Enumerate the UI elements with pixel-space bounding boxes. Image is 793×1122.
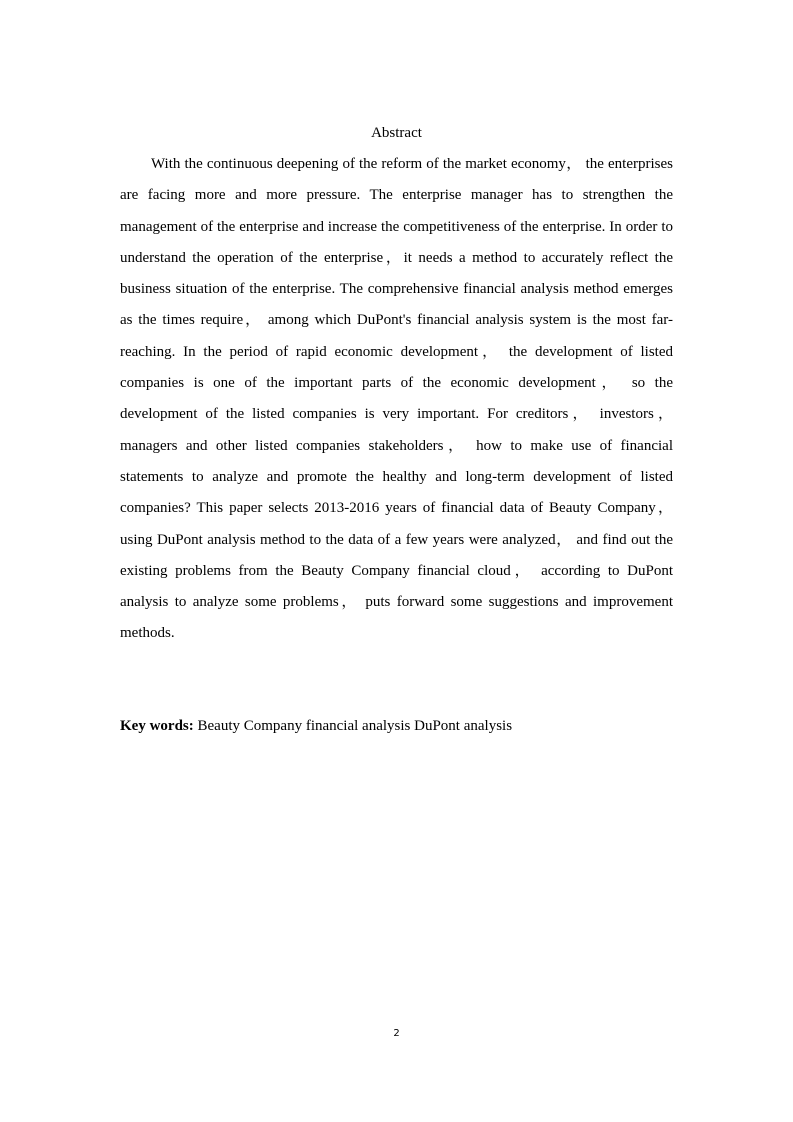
keywords-text: Beauty Company financial analysis DuPont analysis [193,718,513,734]
page-number: 2 [393,1028,400,1039]
abstract-body: With the continuous deepening of the reform of the market economy， the enterprises are facing more and more pressure. The enterprise manager has to strengthen the management of the enterprise and increase the competitiveness of the enterprise. In order to understand the operation of the enterprise，it needs a method to accurately reflect the business situation of the enterprise. The comprehensive financial analysis method emerges as the times require， among which DuPont's financial analysis system is the most far-reaching. In the period of rapid economic development， the development of listed companies is one of the important parts of the economic development， so the development of the listed companies is very important. For creditors， investors， managers and other listed companies stakeholders， how to make use of financial statements to analyze and promote the healthy and long-term development of listed companies? This paper selects 2013-2016 years of financial data of Beauty Company， using DuPont analysis method to the data of a few years were analyzed， and find out the existing problems from the Beauty Company financial cloud， according to DuPont analysis to analyze some problems， puts forward some suggestions and improvement methods. [120,156,673,642]
keywords-label: Key words: [120,718,194,734]
abstract-title: Abstract [371,125,422,141]
keywords-line [120,716,673,736]
